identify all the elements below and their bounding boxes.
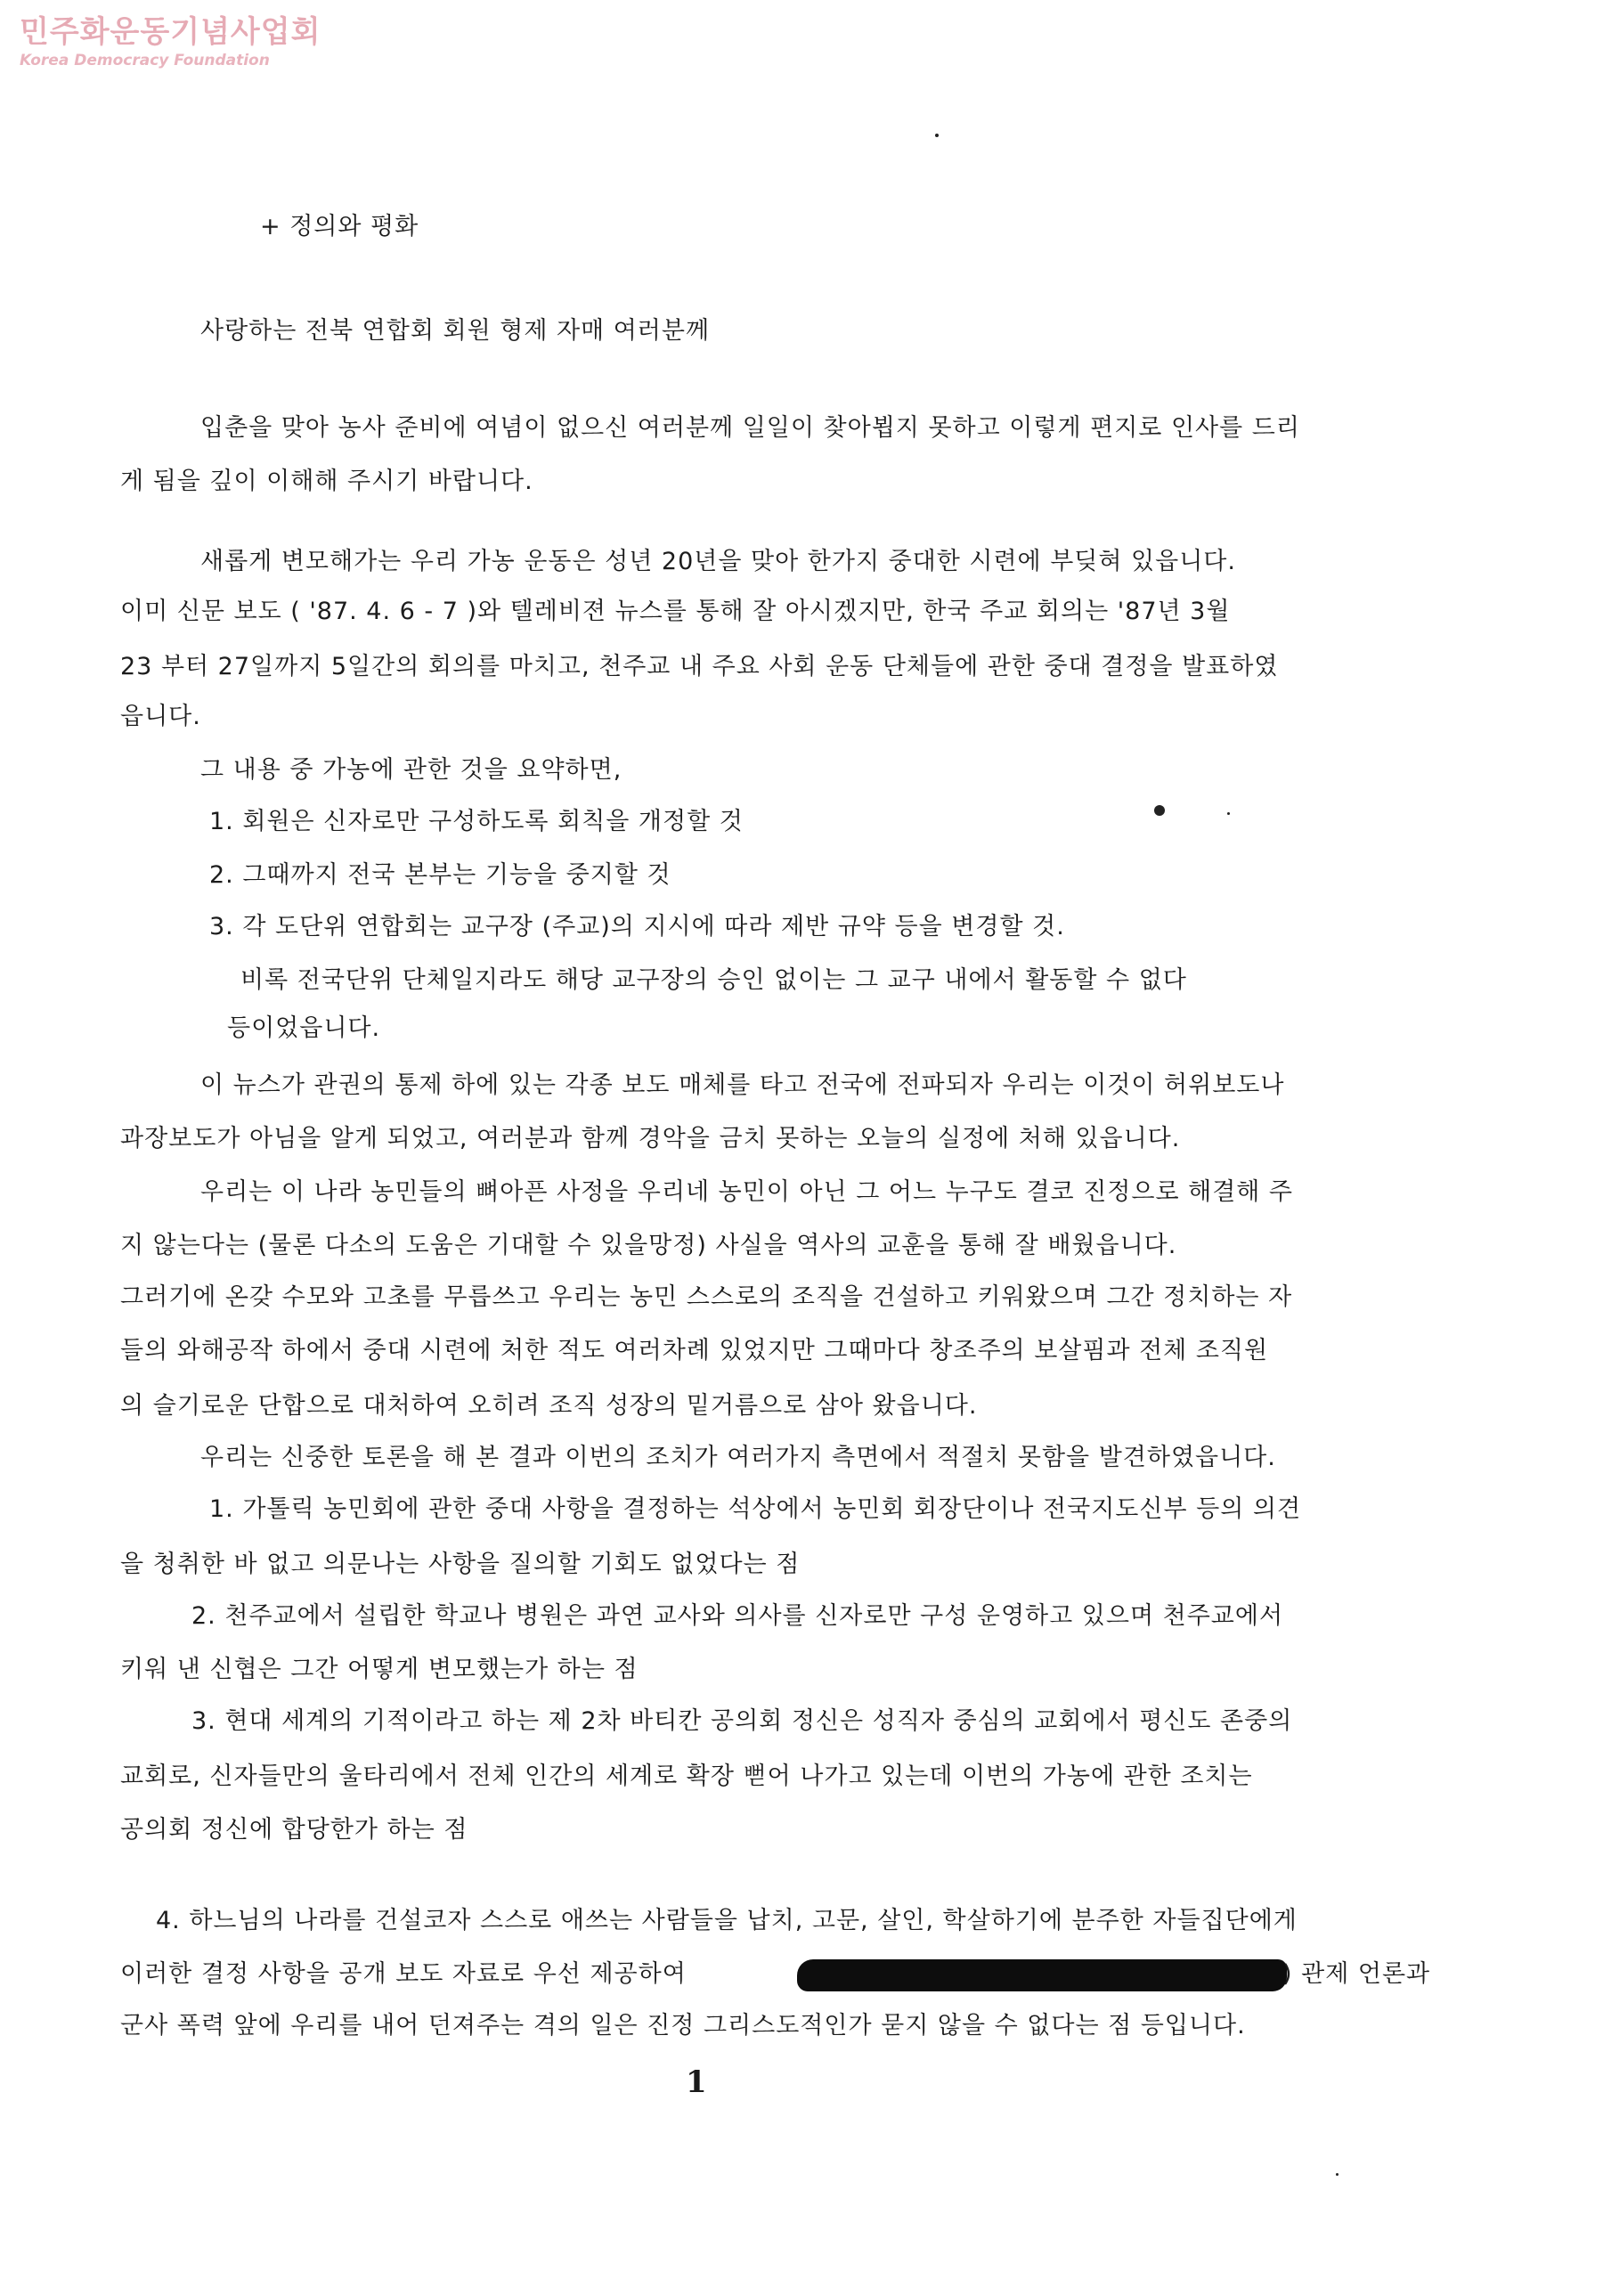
paragraph-line: ) 관제 언론과 [1282,1960,1431,1988]
paragraph-line: 의 슬기로운 단합으로 대처하여 오히려 조직 성장의 밑거름으로 삼아 왔읍니다. [120,1392,978,1420]
paragraph-line: 우리는 이 나라 농민들의 뼈아픈 사정을 우리네 농민이 아닌 그 어느 누구도 결코 진정으로 해결해 주 [200,1178,1294,1206]
foundation-logo [20,14,321,69]
paragraph-line: 게 됨을 깊이 이해해 주시기 바랍니다. [120,468,533,495]
ink-speck [1227,812,1230,815]
redaction-mark [797,1959,1287,1991]
list-item: 2. 그때까지 전국 본부는 기능을 중지할 것 [209,861,671,889]
paragraph-line: 그 내용 중 가농에 관한 것을 요약하면, [200,756,622,784]
list-item: 3. 현대 세계의 기적이라고 하는 제 2차 바티칸 공의회 정신은 성직자 중심의 교회에서 평신도 존중의 [191,1707,1293,1735]
list-item: 1. 가톨릭 농민회에 관한 중대 사항을 결정하는 석상에서 농민회 회장단이나 전국지도신부 등의 의견 [209,1495,1302,1523]
paragraph-line: 들의 와해공작 하에서 중대 시련에 처한 적도 여러차례 있었지만 그때마다 창조주의 보살핌과 전체 조직원 [120,1337,1269,1364]
paragraph-line: 과장보도가 아님을 알게 되었고, 여러분과 함께 경악을 금치 못하는 오늘의 실정에 처해 있읍니다. [120,1125,1181,1152]
logo-english-text: Korea Democracy Foundation [20,52,270,69]
ink-speck [1154,805,1165,816]
list-item: 4. 하느님의 나라를 건설코자 스스로 애쓰는 사람들을 납치, 고문, 살인, 학살하기에 분주한 자들집단에게 [156,1907,1298,1934]
paragraph-line: 등이었읍니다. [227,1014,381,1042]
paragraph-line: 지 않는다는 (물론 다소의 도움은 기대할 수 있을망정) 사실을 역사의 교훈을 통해 잘 배웠읍니다. [120,1232,1177,1259]
paragraph-line: 비록 전국단위 단체일지라도 해당 교구장의 승인 없이는 그 교구 내에서 활동할 수 없다 [240,966,1187,994]
paragraph-line: 교회로, 신자들만의 울타리에서 전체 인간의 세계로 확장 뻗어 나가고 있는데 이번의 가농에 관한 조치는 [120,1763,1253,1790]
document-title: + 정의와 평화 [260,213,419,240]
paragraph-line: 을 청취한 바 없고 의문나는 사항을 질의할 기회도 없었다는 점 [120,1551,801,1578]
paragraph-line: 이러한 결정 사항을 공개 보도 자료로 우선 제공하여 [120,1960,687,1988]
paragraph-line: 이 뉴스가 관권의 통제 하에 있는 각종 보도 매체를 타고 전국에 전파되자 우리는 이것이 허위보도나 [200,1071,1285,1099]
ink-speck [935,134,939,137]
paragraph-line: 그러기에 온갖 수모와 고초를 무릅쓰고 우리는 농민 스스로의 조직을 건설하고 키워왔으며 그간 정치하는 자 [120,1283,1293,1311]
list-item: 3. 각 도단위 연합회는 교구장 (주교)의 지시에 따라 제반 규약 등을 변경할 것. [209,913,1065,940]
paragraph-line: 우리는 신중한 토론을 해 본 결과 이번의 조치가 여러가지 측면에서 적절치 못함을 발견하였읍니다. [200,1444,1276,1471]
page-number: 1 [686,2064,707,2100]
paragraph-line: 읍니다. [120,703,201,730]
paragraph-line: 23 부터 27일까지 5일간의 회의를 마치고, 천주교 내 주요 사회 운동 단체들에 관한 중대 결정을 발표하였 [120,653,1279,680]
paragraph-line: 키워 낸 신협은 그간 어떻게 변모했는가 하는 점 [120,1656,639,1683]
list-item: 2. 천주교에서 설립한 학교나 병원은 과연 교사와 의사를 신자로만 구성 운영하고 있으며 천주교에서 [191,1602,1284,1630]
list-item: 1. 회원은 신자로만 구성하도록 회칙을 개정할 것 [209,808,744,835]
paragraph-line: 군사 폭력 앞에 우리를 내어 던져주는 격의 일은 진정 그리스도적인가 묻지 않을 수 없다는 점 등입니다. [120,2012,1246,2040]
paragraph-line: 입춘을 맞아 농사 준비에 여념이 없으신 여러분께 일일이 찾아뵙지 못하고 이렇게 편지로 인사를 드리 [200,414,1300,442]
logo-korean-text: 민주화운동기념사업회 [20,14,321,50]
paragraph-line: 이미 신문 보도 ( '87. 4. 6 - 7 )와 텔레비젼 뉴스를 통해 잘 아시겠지만, 한국 주교 회의는 '87년 3월 [120,598,1231,625]
paragraph-line: 공의회 정신에 합당한가 하는 점 [120,1816,468,1844]
salutation: 사랑하는 전북 연합회 회원 형제 자매 여러분께 [200,317,711,345]
ink-speck [1336,2173,1339,2176]
paragraph-line: 새롭게 변모해가는 우리 가농 운동은 성년 20년을 맞아 한가지 중대한 시련에 부딪혀 있읍니다. [200,548,1236,575]
